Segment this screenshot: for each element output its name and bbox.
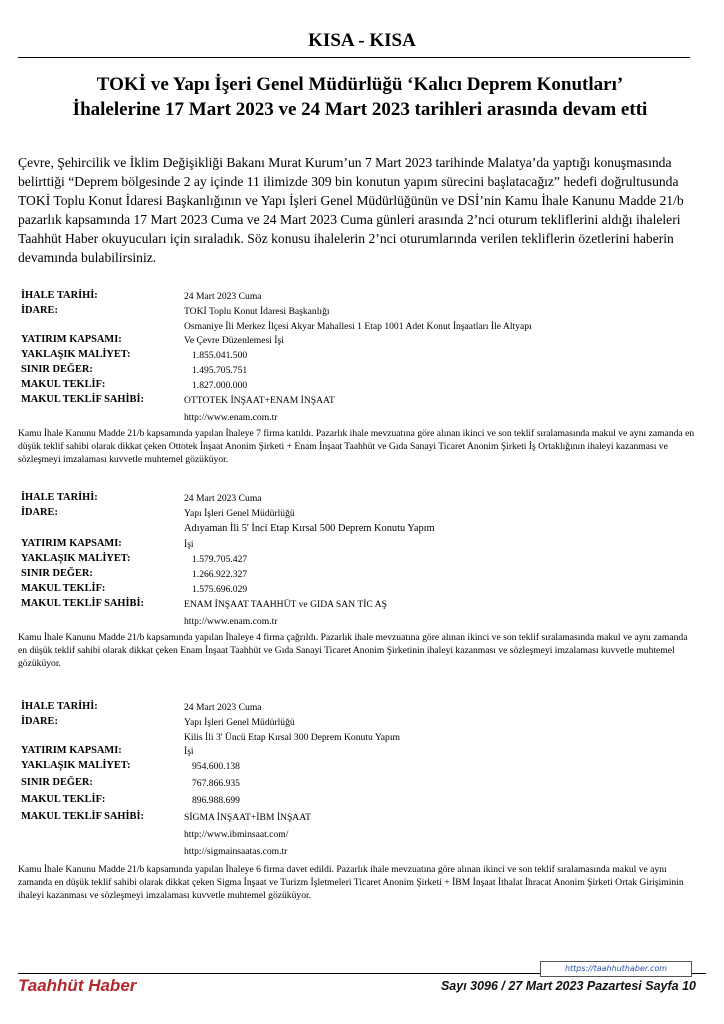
label-makul-teklif-sahibi: MAKUL TEKLİF SAHİBİ: [21,598,144,609]
yatirim-kapsami-line-1: Osmaniye İli Merkez İlçesi Akyar Mahallesi 1 Etap 1001 Adet Konut İnşaatları İle Altyapı [184,321,532,332]
sinir-deger: 767.866.935 [192,778,240,789]
yaklasik-maliyet: 1.855.041.500 [192,350,248,361]
label-makul-teklif-sahibi: MAKUL TEKLİF SAHİBİ: [21,811,144,822]
label-makul-teklif-sahibi: MAKUL TEKLİF SAHİBİ: [21,394,144,405]
company-url[interactable]: http://www.enam.com.tr [184,412,278,423]
label-yaklasik-maliyet: YAKLAŞIK MALİYET: [21,349,131,360]
title-rule [18,57,690,58]
ihale-tarihi: 24 Mart 2023 Cuma [184,493,262,504]
sinir-deger: 1.495.705.751 [192,365,248,376]
tender-note: Kamu İhale Kanunu Madde 21/b kapsamında yapılan İhaleye 6 firma davet edildi. Pazarlık ihale mevzuatına göre alınan ikinci ve son teklif sıralamasında makul ve aynı zamanda en düşük teklif sahibi olarak dikkat çeken Sigma İnşaat ve Turizm İşletmeleri Ticaret Anonim Şirketi + İBM İnşaat İthalat İhracat Anonim Şirketi Ortak Girişiminin ihaleyi kazanması ve sözleşmeyi imzalaması kuvvetle muhtemel gözüküyor. [18,864,684,901]
sinir-deger: 1.266.922.327 [192,569,248,580]
label-makul-teklif: MAKUL TEKLİF: [21,794,106,805]
label-makul-teklif: MAKUL TEKLİF: [21,379,106,390]
label-yatirim-kapsami: YATIRIM KAPSAMI: [21,334,122,345]
label-idare: İDARE: [21,507,58,518]
tender-block [18,290,698,466]
makul-teklif: 896.988.699 [192,795,240,806]
yatirim-kapsami-line-2: Ve Çevre Düzenlemesi İşi [184,335,284,346]
yatirim-kapsami-line-2: İşi [184,746,194,757]
tender-block [18,701,698,902]
label-sinir-deger: SINIR DEĞER: [21,777,93,788]
label-sinir-deger: SINIR DEĞER: [21,568,93,579]
label-ihale-tarihi: İHALE TARİHİ: [21,701,98,712]
issue-info: Sayı 3096 / 27 Mart 2023 Pazartesi Sayfa 10 [440,979,696,993]
label-yaklasik-maliyet: YAKLAŞIK MALİYET: [21,553,131,564]
headline-line-2: İhalelerine 17 Mart 2023 ve 24 Mart 2023 tarihleri arasında devam etti [72,99,648,120]
tender-note: Kamu İhale Kanunu Madde 21/b kapsamında yapılan İhaleye 7 firma katıldı. Pazarlık ihale mevzuatına göre alınan ikinci ve son teklif sıralamasında makul ve aynı zamanda en düşük teklif sahibi olarak dikkat çeken Ottotek İnşaat Anonim Şirketi + Enam İnşaat Taahhüt ve Gıda Sanayi Ticaret Anonim Şirketi İş Ortaklığının ihaleyi kazanması ve sözleşmeyi imzalaması kuvvetle muhtemel gözüküyor. [18,428,695,465]
label-idare: İDARE: [21,305,58,316]
intro-text: Çevre, Şehircilik ve İklim Değişikliği Bakanı Murat Kurum’un 7 Mart 2023 tarihinde Malatya’da yaptığı konuşmasında belirttiği “Deprem bölgesinde 2 ay içinde 11 ilimizde 309 bin konutun yapım sürecini başlatacağız” hedefi doğrultusunda TOKİ Toplu Konut İdaresi Başkanlığının ve Yapı İşleri Genel Müdürlüğünün ve DSİ’nin Kamu İhale Kanunu Madde 21/b pazarlık kapsamında 17 Mart 2023 Cuma ve 24 Mart 2023 Cuma günleri arasında 2’nci oturum tekliflerini aldığı ihaleleri Taahhüt Haber okuyucuları için sıraladık. Söz konusu ihalelerin 2’nci oturumlarında verilen tekliflerin özetlerini haberin devamında bulabilirsiniz. [18,155,684,265]
section-title: KISA - KISA [308,30,416,51]
headline-line-1: TOKİ ve Yapı İşeri Genel Müdürlüğü ‘Kalıcı Deprem Konutları’ [96,74,624,95]
tender-note: Kamu İhale Kanunu Madde 21/b kapsamında yapılan İhaleye 4 firma çağrıldı. Pazarlık ihale mevzuatına göre alınan ikinci ve son teklif sıralamasında makul ve aynı zamanda en düşük teklif sahibi olarak dikkat çeken Enam İnşaat Taahhüt ve Gıda Sanayi Ticaret Anonim Şirketinin ihaleyi kazanması ve sözleşmeyi imzalaması kuvvetle muhtemel gözüküyor. [18,632,688,669]
label-ihale-tarihi: İHALE TARİHİ: [21,492,98,503]
intro-paragraph [18,153,698,267]
company-url[interactable]: http://www.enam.com.tr [184,616,278,627]
company-url[interactable]: http://sigmainsaatas.com.tr [184,846,288,857]
makul-teklif: 1.575.696.029 [192,584,248,595]
idare: TOKİ Toplu Konut İdaresi Başkanlığı [184,306,330,317]
yatirim-kapsami-line-2: İşi [184,539,194,550]
yatirim-kapsami-line-1: Kilis İli 3' Üncü Etap Kırsal 300 Deprem Konutu Yapım [184,732,400,743]
brand-logo: Taahhüt Haber [18,976,137,995]
idare: Yapı İşleri Genel Müdürlüğü [184,717,295,728]
label-sinir-deger: SINIR DEĞER: [21,364,93,375]
ihale-tarihi: 24 Mart 2023 Cuma [184,702,262,713]
makul-teklif-sahibi: SİGMA İNŞAAT+İBM İNŞAAT [184,812,311,823]
label-idare: İDARE: [21,716,58,727]
yatirim-kapsami-line-1: Adıyaman İli 5' İnci Etap Kırsal 500 Deprem Konutu Yapım [184,523,435,534]
makul-teklif-sahibi: OTTOTEK İNŞAAT+ENAM İNŞAAT [184,395,335,406]
ihale-tarihi: 24 Mart 2023 Cuma [184,291,262,302]
idare: Yapı İşleri Genel Müdürlüğü [184,508,295,519]
label-ihale-tarihi: İHALE TARİHİ: [21,290,98,301]
makul-teklif: 1.827.000.000 [192,380,248,391]
label-makul-teklif: MAKUL TEKLİF: [21,583,106,594]
company-url[interactable]: http://www.ibminsaat.com/ [184,829,289,840]
label-yatirim-kapsami: YATIRIM KAPSAMI: [21,538,122,549]
label-yaklasik-maliyet: YAKLAŞIK MALİYET: [21,760,131,771]
makul-teklif-sahibi: ENAM İNŞAAT TAAHHÜT ve GIDA SAN TİC AŞ [184,599,387,610]
headline [10,72,710,122]
yaklasik-maliyet: 954.600.138 [192,761,240,772]
yaklasik-maliyet: 1.579.705.427 [192,554,248,565]
tender-block [18,492,698,670]
label-yatirim-kapsami: YATIRIM KAPSAMI: [21,745,122,756]
website-link[interactable]: https://taahhuthaber.com [540,961,692,977]
